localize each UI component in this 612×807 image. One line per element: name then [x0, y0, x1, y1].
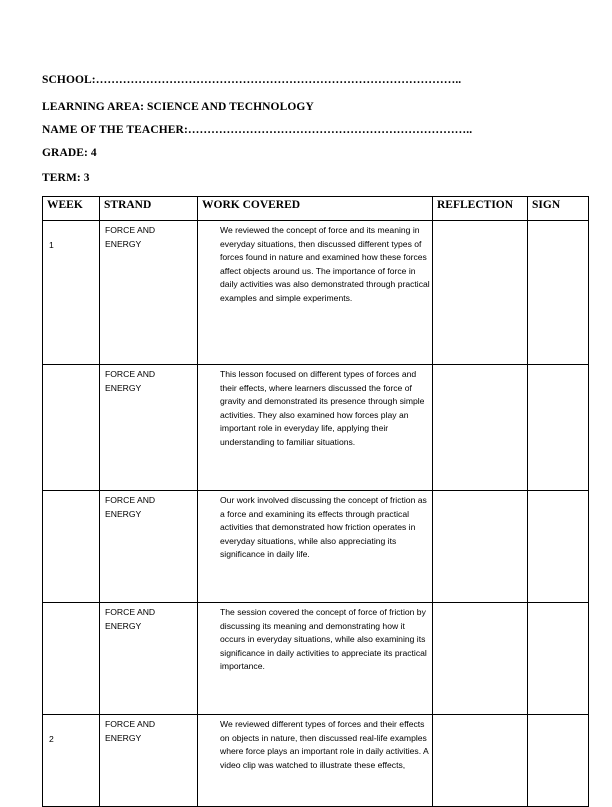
strand-cell: FORCE AND ENERGY	[100, 715, 198, 807]
work-covered-text: We reviewed the concept of force and its meaning in everyday situations, then discussed different types of forces found in nature and examined how these forces affect objects around us. The importance of force in daily activities was also demonstrated through practical examples and simple experiments.	[220, 225, 430, 303]
table-row	[43, 365, 589, 491]
work-covered-text: The session covered the concept of force of friction by discussing its meaning and demonstrating how it occurs in everyday situations, while also examining its significance in daily activities to appreciate its practical importance.	[220, 607, 427, 671]
sign-cell[interactable]	[528, 715, 589, 807]
week-cell	[43, 603, 100, 715]
week-cell	[43, 365, 100, 491]
sign-cell[interactable]	[528, 365, 589, 491]
teacher-name-field: NAME OF THE TEACHER:………………………………………………………………..	[42, 124, 473, 136]
week-cell	[43, 491, 100, 603]
term-label: TERM: 3	[42, 172, 90, 184]
learning-area-heading: LEARNING AREA: SCIENCE AND TECHNOLOGY	[42, 101, 314, 113]
strand-cell: FORCE AND ENERGY	[100, 603, 198, 715]
table-header-row	[43, 197, 589, 221]
work-covered-text: We reviewed different types of forces and their effects on objects in nature, then discussed real-life examples where force plays an important role in daily activities. A video clip was watched to illustrate these effects,	[220, 719, 429, 770]
strand-cell: FORCE AND ENERGY	[100, 221, 198, 365]
work-covered-cell	[198, 603, 433, 715]
work-covered-text: Our work involved discussing the concept of friction as a force and examining its effects through practical activities that demonstrated how friction operates in everyday situations, while also appreciating its significance in daily life.	[220, 495, 427, 559]
work-covered-cell	[198, 491, 433, 603]
work-covered-cell	[198, 365, 433, 491]
work-record-table	[42, 196, 589, 807]
sign-cell[interactable]	[528, 603, 589, 715]
school-field: SCHOOL:…………………………………………………………………………………..	[42, 74, 462, 86]
column-header-reflection: REFLECTION	[433, 197, 528, 221]
week-cell: 1	[43, 221, 100, 365]
column-header-strand: STRAND	[100, 197, 198, 221]
sign-cell[interactable]	[528, 221, 589, 365]
grade-label: GRADE: 4	[42, 147, 97, 159]
strand-cell: FORCE AND ENERGY	[100, 365, 198, 491]
work-covered-text: This lesson focused on different types of forces and their effects, where learners discussed the force of gravity and demonstrated its presence through simple activities. They also examined how forces play an important role in everyday life, applying their understanding to familiar situations.	[220, 369, 425, 447]
column-header-work-covered: WORK COVERED	[198, 197, 433, 221]
table-row	[43, 491, 589, 603]
sign-cell[interactable]	[528, 491, 589, 603]
table-row	[43, 715, 589, 807]
strand-cell: FORCE AND ENERGY	[100, 491, 198, 603]
column-header-week: WEEK	[43, 197, 100, 221]
work-covered-cell	[198, 715, 433, 807]
week-cell: 2	[43, 715, 100, 807]
reflection-cell[interactable]	[433, 603, 528, 715]
table-row	[43, 603, 589, 715]
reflection-cell[interactable]	[433, 365, 528, 491]
reflection-cell[interactable]	[433, 221, 528, 365]
column-header-sign: SIGN	[528, 197, 589, 221]
reflection-cell[interactable]	[433, 491, 528, 603]
reflection-cell[interactable]	[433, 715, 528, 807]
table-row	[43, 221, 589, 365]
work-covered-cell	[198, 221, 433, 365]
